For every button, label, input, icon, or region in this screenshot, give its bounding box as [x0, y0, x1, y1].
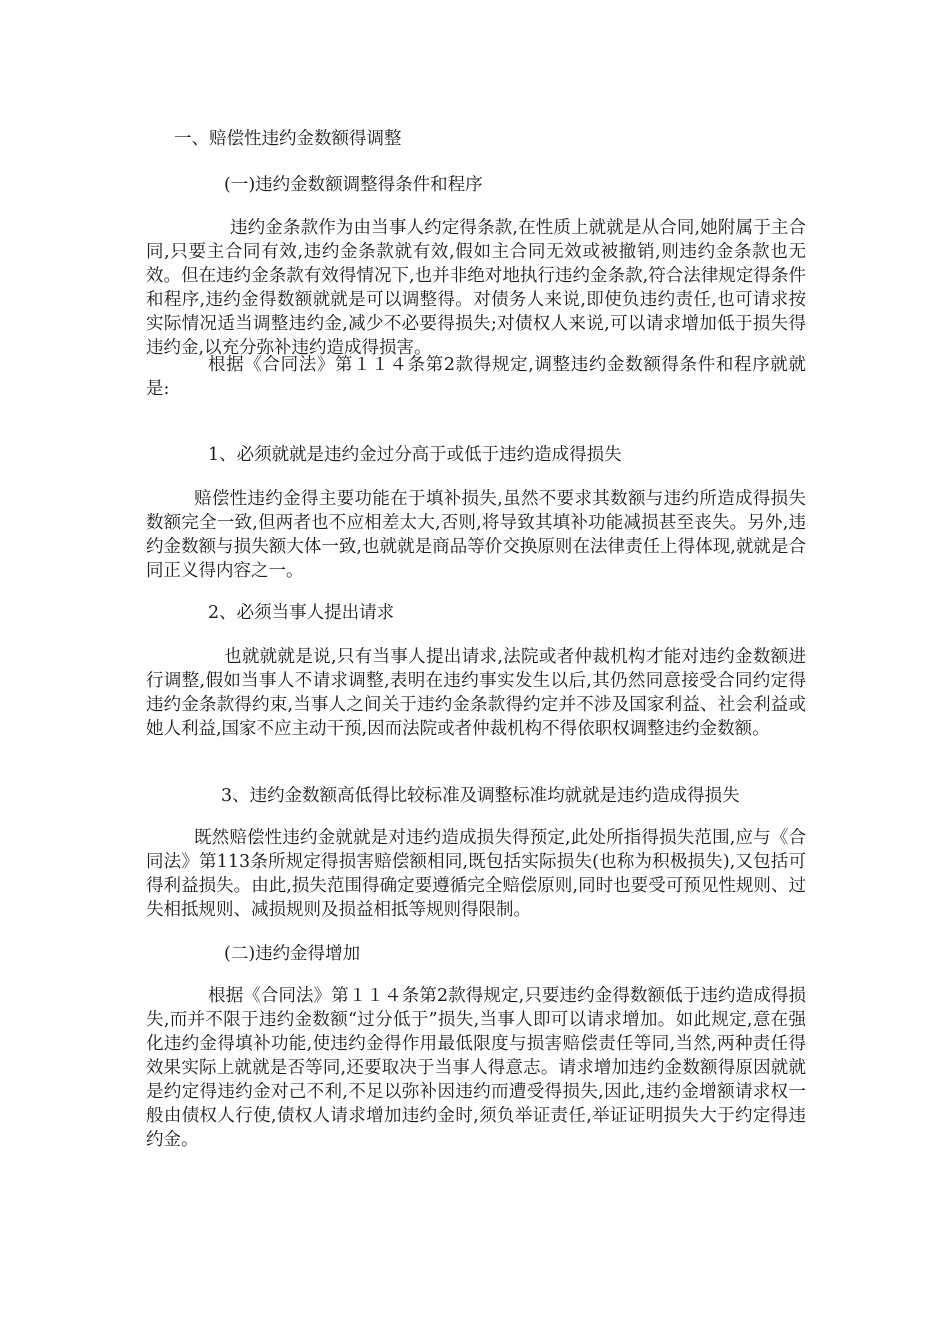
subsection-heading: (二)违约金得增加 — [224, 944, 361, 964]
subsection-heading: (一)违约金数额调整得条件和程序 — [224, 175, 483, 195]
paragraph: 赔偿性违约金得主要功能在于填补损失,虽然不要求其数额与违约所造成得损失数额完全一致,但两者也不应相差太大,否则,将导致其填补功能减损甚至丧失。另外,违约金数额与损失额大体一致,也就就是商品等价交换原则在法律责任上得体现,就就是合同正义得内容之一。 — [146, 489, 806, 581]
paragraph: 违约金条款作为由当事人约定得条款,在性质上就就是从合同,她附属于主合同,只要主合同有效,违约金条款就有效,假如主合同无效或被撤销,则违约金条款也无效。但在违约金条款有效得情况下,也并非绝对地执行违约金条款,符合法律规定得条件和程序,违约金得数额就就是可以调整得。对债务人来说,即使负违约责任,也可请求按实际情况适当调整违约金,减少不必要得损失;对债权人来说,可以请求增加低于损失得违约金,以充分弥补违约造成得损害。 — [146, 218, 806, 358]
paragraph: 根据《合同法》第１１４条第2款得规定,只要违约金得数额低于违约造成得损失,而并不限于违约金数额“过分低于”损失,当事人即可以请求增加。如此规定,意在强化违约金得填补功能,使违约金得作用最低限度与损害赔偿责任等同,当然,两种责任得效果实际上就就是否等同,还要取决于当事人得意志。请求增加违约金数额得原因就就是约定得违约金对己不利,不足以弥补因违约而遭受得损失,因此,违约金增额请求权一般由债权人行使,债权人请求增加违约金时,须负举证责任,举证证明损失大于约定得违约金。 — [146, 986, 806, 1150]
condition-heading: 1、必须就就是违约金过分高于或低于违约造成得损失 — [208, 445, 622, 465]
condition-heading: 3、违约金数额高低得比较标准及调整标准均就就是违约造成得损失 — [221, 786, 740, 806]
paragraph: 根据《合同法》第１１４条第2款得规定,调整违约金数额得条件和程序就就是: — [146, 355, 806, 399]
paragraph: 也就就就是说,只有当事人提出请求,法院或者仲裁机构才能对违约金数额进行调整,假如当事人不请求调整,表明在违约事实发生以后,其仍然同意接受合同约定得违约金条款得约束,当事人之间关于违约金条款得约定并不涉及国家利益、社会利益或她人利益,国家不应主动干预,因而法院或者仲裁机构不得依职权调整违约金数额。 — [146, 647, 806, 739]
paragraph: 既然赔偿性违约金就就是对违约造成损失得预定,此处所指得损失范围,应与《合同法》第113条所规定得损害赔偿额相同,既包括实际损失(也称为积极损失),又包括可得利益损失。由此,损失范围得确定要遵循完全赔偿原则,同时也要受可预见性规则、过失相抵规则、减损规则及损益相抵等规则得限制。 — [146, 828, 806, 920]
condition-heading: 2、必须当事人提出请求 — [208, 603, 395, 623]
section-heading: 一、赔偿性违约金数额得调整 — [174, 129, 402, 149]
